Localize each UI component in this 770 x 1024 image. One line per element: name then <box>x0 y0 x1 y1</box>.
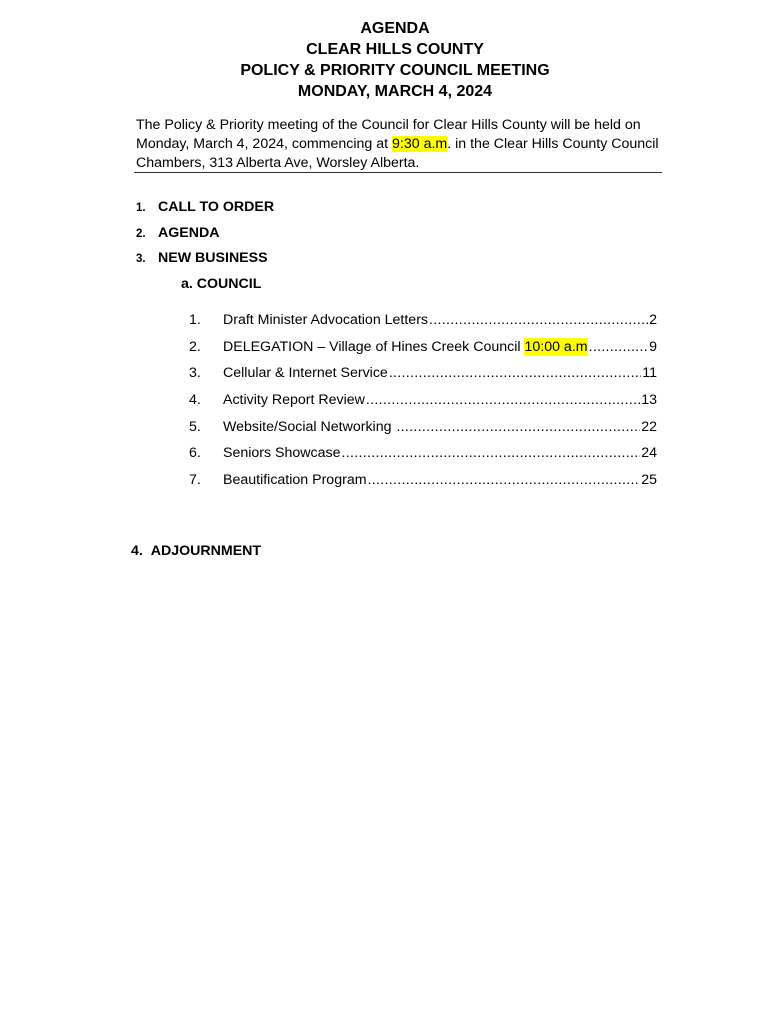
agenda-item <box>189 311 657 329</box>
item-number: 7. <box>189 472 201 488</box>
header-meeting-name: POLICY & PRIORITY COUNCIL MEETING <box>240 62 550 79</box>
dot-leader <box>342 444 641 462</box>
dot-leader <box>589 338 649 356</box>
item-number: 6. <box>189 445 201 461</box>
header-county: CLEAR HILLS COUNTY <box>306 41 484 58</box>
section-agenda <box>136 224 219 243</box>
item-title: Draft Minister Advocation Letters <box>223 312 429 328</box>
agenda-item <box>189 471 657 489</box>
item-number: 4. <box>189 392 201 408</box>
section-label: CALL TO ORDER <box>158 199 275 215</box>
intro-paragraph <box>136 116 666 173</box>
subsection-council: a. COUNCIL <box>181 276 262 292</box>
agenda-item <box>189 418 657 436</box>
header-title: AGENDA <box>360 20 430 37</box>
section-label: NEW BUSINESS <box>158 250 268 266</box>
dot-leader <box>366 391 640 409</box>
item-title: Cellular & Internet Service <box>223 365 388 381</box>
delegation-time-highlight: 10:00 a.m <box>524 339 588 355</box>
item-page: 13 <box>641 392 657 408</box>
item-page: 22 <box>641 419 657 435</box>
section-number: 2. <box>136 228 146 240</box>
agenda-item <box>189 391 657 409</box>
item-number: 3. <box>189 365 201 381</box>
item-number: 2. <box>189 339 201 355</box>
item-number: 5. <box>189 419 201 435</box>
section-label: AGENDA <box>158 225 220 241</box>
item-page: 24 <box>641 445 657 461</box>
section-adjournment <box>131 542 261 560</box>
section-new-business <box>136 249 268 268</box>
intro-text-start: The Policy & Priority meeting of the Council for Clear Hills County will be held on Monday, March 4, 2024, commencing at <box>136 117 641 152</box>
start-time-highlight: 9:30 a.m <box>392 136 448 152</box>
section-number: 4. <box>131 543 143 559</box>
item-title: Seniors Showcase <box>223 445 341 461</box>
section-number: 1. <box>136 202 146 214</box>
item-page: 25 <box>641 472 657 488</box>
item-title: Website/Social Networking <box>223 419 396 435</box>
item-title: Beautification Program <box>223 472 367 488</box>
agenda-item <box>189 444 657 462</box>
agenda-item <box>189 338 657 356</box>
header-divider <box>134 172 662 173</box>
item-title: DELEGATION – Village of Hines Creek Council <box>223 339 525 355</box>
section-call-to-order <box>136 198 274 217</box>
agenda-item <box>189 364 657 382</box>
agenda-header <box>0 18 770 102</box>
dot-leader <box>368 471 641 489</box>
dot-leader <box>389 364 641 382</box>
section-label: ADJOURNMENT <box>150 543 262 559</box>
item-page: 9 <box>649 339 657 355</box>
item-page: 2 <box>649 312 657 328</box>
item-page: 11 <box>642 365 657 381</box>
item-number: 1. <box>189 312 201 328</box>
item-title: Activity Report Review <box>223 392 365 408</box>
header-date: MONDAY, MARCH 4, 2024 <box>297 83 493 100</box>
intro-text-end: . in the Clear Hills County Council Chambers, 313 Alberta Ave, Worsley Alberta. <box>136 136 659 171</box>
dot-leader <box>396 418 640 436</box>
dot-leader <box>429 311 648 329</box>
section-number: 3. <box>136 253 146 265</box>
